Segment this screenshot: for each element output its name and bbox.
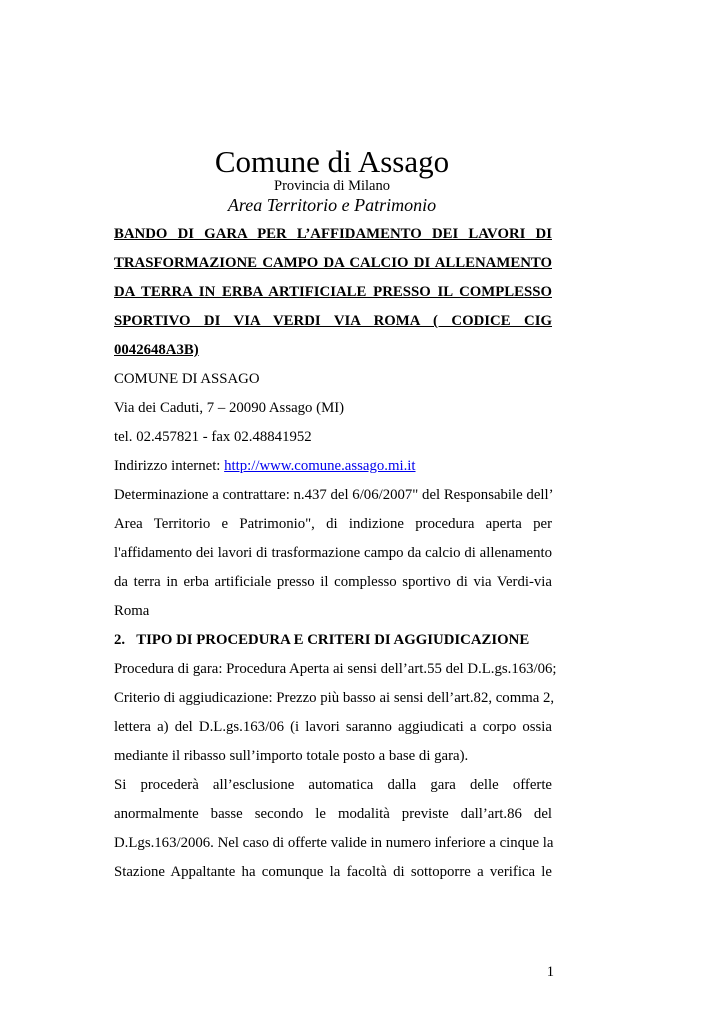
determination-line: Area Territorio e Patrimonio", di indizione procedura aperta per xyxy=(114,516,552,532)
entity-name: COMUNE DI ASSAGO xyxy=(114,371,260,387)
entity-phone-fax: tel. 02.457821 - fax 02.48841952 xyxy=(114,429,312,445)
criterion-paragraph xyxy=(114,684,555,771)
determination-paragraph xyxy=(114,481,552,626)
procedure-line: Procedura di gara: Procedura Aperta ai sensi dell’art.55 del D.L.gs.163/06; xyxy=(114,661,557,677)
exclusion-line: anormalmente basse secondo le modalità previste dall’art.86 del xyxy=(114,806,552,822)
determination-line: da terra in erba artificiale presso il complesso sportivo di via Verdi-via xyxy=(114,574,552,590)
province-subtitle: Provincia di Milano xyxy=(274,178,390,194)
website-label: Indirizzo internet: xyxy=(114,458,225,474)
determination-line: Roma xyxy=(114,603,150,619)
criterion-line: lettera a) del D.L.gs.163/06 (i lavori saranno aggiudicati a corpo ossia xyxy=(114,719,552,735)
tender-title-line: DA TERRA IN ERBA ARTIFICIALE PRESSO IL COMPLESSO xyxy=(114,284,552,300)
section-number: 2. xyxy=(114,632,126,648)
exclusion-paragraph xyxy=(114,771,552,887)
tender-title-line: SPORTIVO DI VIA VERDI VIA ROMA ( CODICE CIG xyxy=(114,313,552,329)
exclusion-line: Stazione Appaltante ha comunque la facoltà di sottoporre a verifica le xyxy=(114,864,552,880)
municipality-title: Comune di Assago xyxy=(214,144,450,179)
determination-line: l'affidamento dei lavori di trasformazione campo da calcio di allenamento xyxy=(114,545,552,561)
entity-address: Via dei Caduti, 7 – 20090 Assago (MI) xyxy=(114,400,345,416)
document-body xyxy=(114,220,557,887)
procedure-paragraph xyxy=(114,655,557,684)
section-2-heading xyxy=(114,626,552,655)
exclusion-line: Si procederà all’esclusione automatica dalla gara delle offerte xyxy=(114,777,552,793)
criterion-line: mediante il ribasso sull’importo totale posto a base di gara). xyxy=(114,748,469,764)
website-link[interactable]: http://www.comune.assago.mi.it xyxy=(224,458,416,474)
tender-title-line: TRASFORMAZIONE CAMPO DA CALCIO DI ALLENAMENTO xyxy=(114,255,552,271)
tender-cig-code: 0042648A3B) xyxy=(114,342,199,358)
exclusion-line: D.Lgs.163/2006. Nel caso di offerte valide in numero inferiore a cinque la xyxy=(114,835,554,851)
website-line xyxy=(114,452,552,481)
determination-line: Determinazione a contrattare: n.437 del 6/06/2007" del Responsabile dell’ xyxy=(114,487,554,503)
section-title: TIPO DI PROCEDURA E CRITERI DI AGGIUDICAZIONE xyxy=(136,632,530,648)
department-subtitle: Area Territorio e Patrimonio xyxy=(227,195,437,215)
tender-title xyxy=(114,220,552,365)
contact-block xyxy=(114,365,552,481)
criterion-line: Criterio di aggiudicazione: Prezzo più basso ai sensi dell’art.82, comma 2, xyxy=(114,690,555,706)
tender-title-line: BANDO DI GARA PER L’AFFIDAMENTO DEI LAVORI DI xyxy=(114,226,552,242)
page-number: 1 xyxy=(546,964,554,980)
